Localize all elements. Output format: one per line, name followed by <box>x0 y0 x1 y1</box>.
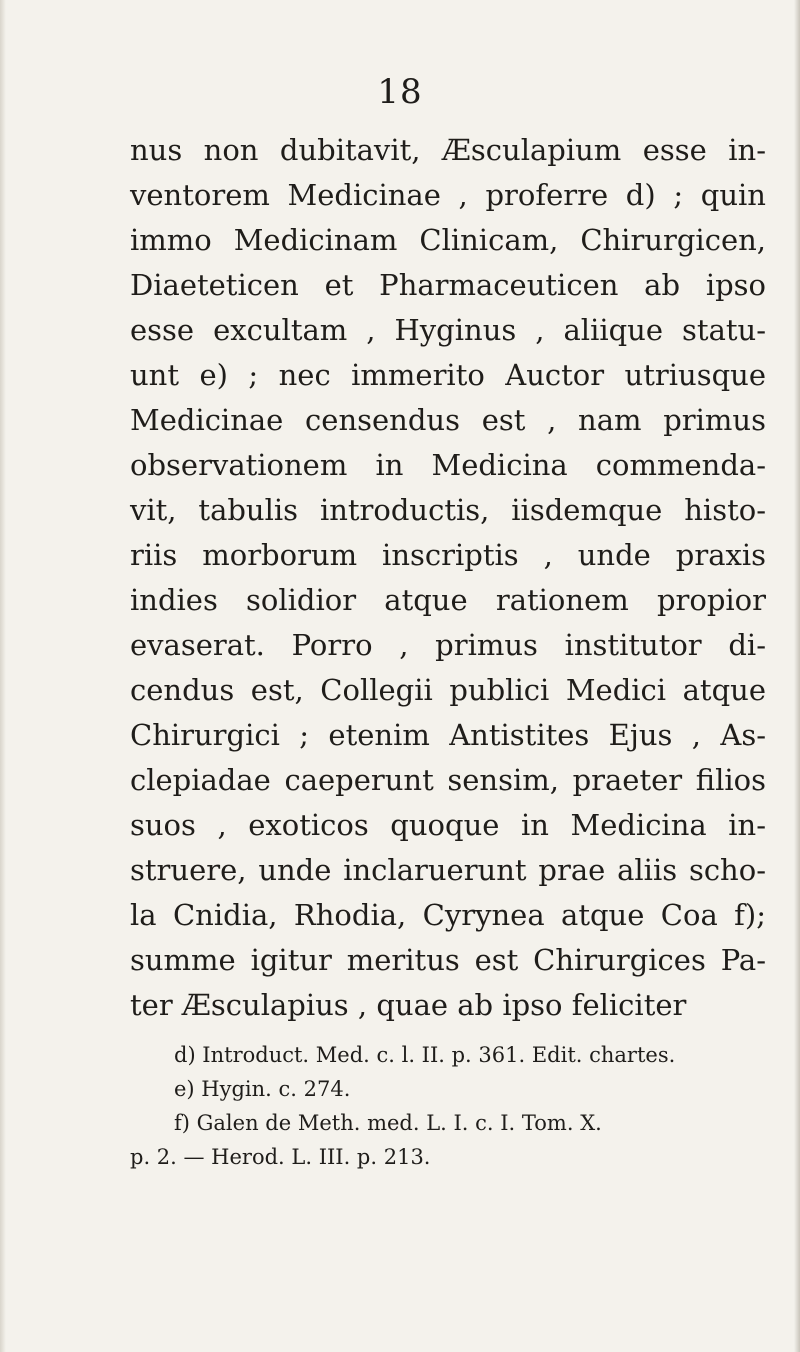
text-line: esse excultam , Hyginus , aliique statu- <box>130 313 766 347</box>
text-line: cendus est, Collegii publici Medici atque <box>130 673 766 707</box>
text-line: evaserat. Porro , primus institutor di- <box>130 628 766 662</box>
text-line: vit, tabulis introductis, iisdemque histo- <box>130 493 766 527</box>
text-line: struere, unde inclaruerunt prae aliis scho- <box>130 853 766 887</box>
text-line: ventorem Medicinae , proferre d) ; quin <box>130 178 766 212</box>
text-line: indies solidior atque rationem propior <box>130 583 766 617</box>
page-edge <box>794 0 800 1352</box>
text-line: clepiadae caeperunt sensim, praeter filios <box>130 763 766 797</box>
text-line: riis morborum inscriptis , unde praxis <box>130 538 766 572</box>
footnotes <box>130 1038 770 1174</box>
footnote-e: e) Hygin. c. 274. <box>174 1077 351 1101</box>
text-line: suos , exoticos quoque in Medicina in- <box>130 808 766 842</box>
main-text-block <box>130 128 766 1028</box>
text-line: summe igitur meritus est Chirurgices Pa- <box>130 943 766 977</box>
text-line: la Cnidia, Rhodia, Cyrynea atque Coa f); <box>130 898 766 932</box>
text-line: Chirurgici ; etenim Antistites Ejus , As- <box>130 718 766 752</box>
page-number: 18 <box>377 72 423 112</box>
text-line: nus non dubitavit, Æsculapium esse in- <box>130 133 766 167</box>
text-line: Diaeteticen et Pharmaceuticen ab ipso <box>130 268 766 302</box>
text-line: observationem in Medicina commenda- <box>130 448 766 482</box>
text-line: Medicinae censendus est , nam primus <box>130 403 766 437</box>
text-line: unt e) ; nec immerito Auctor utriusque <box>130 358 766 392</box>
footnote-f: f) Galen de Meth. med. L. I. c. I. Tom. X. <box>174 1111 602 1135</box>
text-line: immo Medicinam Clinicam, Chirurgicen, <box>130 223 766 257</box>
footnote-d: d) Introduct. Med. c. l. II. p. 361. Edit. chartes. <box>174 1043 676 1067</box>
page-gutter-shadow <box>0 0 6 1352</box>
text-line: ter Æsculapius , quae ab ipso feliciter <box>130 988 687 1022</box>
footnote-f-continued: p. 2. — Herod. L. III. p. 213. <box>130 1145 431 1169</box>
